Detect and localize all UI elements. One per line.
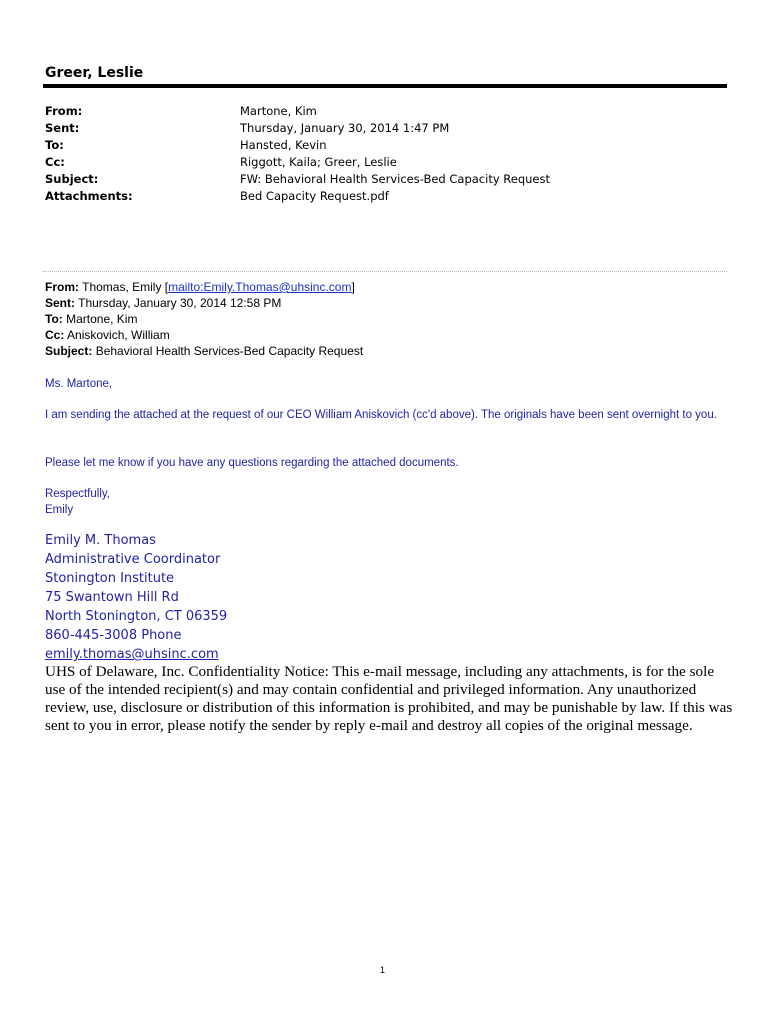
forwarded-from-name: Thomas, Emily [: [82, 280, 169, 294]
to-value: Hansted, Kevin: [240, 138, 327, 152]
sender-first-name: Emily: [45, 504, 74, 516]
signature-name: Emily M. Thomas: [45, 533, 156, 548]
forwarded-cc-value: Aniskovich, William: [67, 328, 170, 342]
forwarded-from: [45, 279, 355, 295]
forwarded-to-label: To:: [45, 312, 63, 326]
to-label: To:: [45, 138, 64, 152]
forwarded-sent: [45, 295, 281, 311]
cc-label: Cc:: [45, 155, 65, 169]
attachment-link[interactable]: Bed Capacity Request.pdf: [240, 189, 389, 203]
attachments-label: Attachments:: [45, 189, 133, 203]
cc-value: Riggott, Kaila; Greer, Leslie: [240, 155, 397, 169]
body-paragraph-1: I am sending the attached at the request of our CEO William Aniskovich (cc'd above). The originals have been sent overnight to you.: [45, 409, 717, 421]
greeting: Ms. Martone,: [45, 378, 113, 390]
signature-title: Administrative Coordinator: [45, 552, 221, 567]
forwarded-sent-value: Thursday, January 30, 2014 12:58 PM: [78, 296, 282, 310]
subject-value: FW: Behavioral Health Services-Bed Capacity Request: [240, 172, 551, 186]
forwarded-cc-label: Cc:: [45, 328, 65, 342]
header-divider: [43, 84, 727, 88]
forwarded-subject-value: Behavioral Health Services-Bed Capacity Request: [95, 344, 364, 358]
forwarded-to: [45, 311, 137, 327]
signature-organization: Stonington Institute: [45, 571, 175, 586]
forwarded-from-bracket: ]: [351, 280, 355, 294]
signature-city: North Stonington, CT 06359: [45, 609, 228, 624]
confidentiality-notice: UHS of Delaware, Inc. Confidentiality Notice: This e-mail message, including any attachments, is for the sole use of the intended recipient(s) and may contain confidential and privileged information. Any unauthorized review, use, disclosure or distribution of this information is prohibited, and may be punishable by law. If this was sent to you in error, please notify the sender by reply e-mail and destroy all copies of the original message.: [45, 663, 733, 734]
sent-label: Sent:: [45, 121, 80, 135]
mailto-link[interactable]: mailto:Emily.Thomas@uhsinc.com: [168, 280, 352, 294]
signature-street: 75 Swantown Hill Rd: [45, 590, 179, 605]
forwarded-sent-label: Sent:: [45, 296, 75, 310]
body-paragraph-2: Please let me know if you have any questions regarding the attached documents.: [45, 457, 459, 469]
forwarded-subject-label: Subject:: [45, 344, 93, 358]
signature-email-link[interactable]: emily.thomas@uhsinc.com: [45, 647, 219, 662]
forwarded-from-label: From:: [45, 280, 79, 294]
subject-label: Subject:: [45, 172, 99, 186]
closing: Respectfully,: [45, 488, 110, 500]
forwarded-subject: [45, 343, 363, 359]
signature-phone: 860-445-3008 Phone: [45, 628, 182, 643]
forward-divider: [43, 271, 727, 272]
printout-owner-name: Greer, Leslie: [45, 65, 144, 81]
from-label: From:: [45, 104, 83, 118]
from-value: Martone, Kim: [240, 104, 317, 118]
sent-value: Thursday, January 30, 2014 1:47 PM: [240, 121, 450, 135]
forwarded-cc: [45, 327, 170, 343]
page-number: 1: [380, 965, 386, 975]
forwarded-to-value: Martone, Kim: [66, 312, 138, 326]
